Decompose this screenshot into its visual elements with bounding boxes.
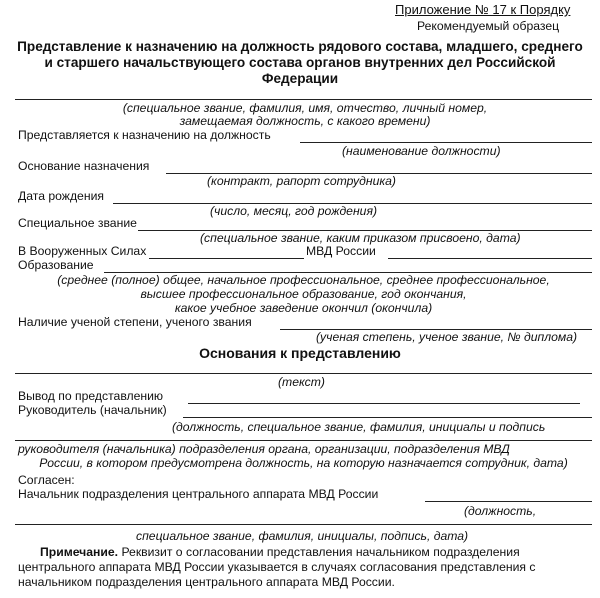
central-head-hint-line2: специальное звание, фамилия, инициалы, подпись, дата) xyxy=(136,529,469,543)
education-label: Образование xyxy=(18,258,94,272)
rank-hint: (специальное звание, каким приказом присвоено, дата) xyxy=(200,231,521,245)
grounds-heading: Основания к представлению xyxy=(199,345,401,361)
education-hint-line3: какое учебное заведение окончил (окончила) xyxy=(174,301,433,315)
head-hint-line3: России, в котором предусмотрена должность, на которую назначается сотрудник, дата) xyxy=(39,456,568,470)
position-hint: (наименование должности) xyxy=(342,144,501,158)
central-head-fill-line[interactable] xyxy=(425,501,592,502)
position-label: Представляется к назначению на должность xyxy=(18,128,271,142)
education-hint-line2: высшее профессиональное образование, год окончания, xyxy=(140,287,467,301)
head-fill-line[interactable] xyxy=(183,417,592,418)
conclusion-fill-line[interactable] xyxy=(188,403,580,404)
army-service-fill-line[interactable] xyxy=(149,258,304,259)
document-title: Представление к назначению на должность рядового состава, младшего, среднего и старшего начальствующего состава органов внутренних дел Российской Федерации xyxy=(17,39,583,86)
person-hint-line1: (специальное звание, фамилия, имя, отчество, личный номер, xyxy=(122,101,488,115)
grounds-text-fill-line[interactable] xyxy=(15,373,592,374)
conclusion-label: Вывод по представлению xyxy=(18,389,164,403)
head-label: Руководитель (начальник) xyxy=(18,403,167,417)
degree-hint: (ученая степень, ученое звание, № диплома) xyxy=(316,330,578,344)
central-head-label: Начальник подразделения центрального аппарата МВД России xyxy=(18,487,379,501)
mvd-service-fill-line[interactable] xyxy=(388,258,592,259)
head-hint: (должность, специальное звание, фамилия, инициалы и подпись xyxy=(172,420,546,434)
appendix-reference: Приложение № 17 к Порядку xyxy=(395,2,571,17)
person-hint-line2: замещаемая должность, с какого времени) xyxy=(179,114,431,128)
note-paragraph xyxy=(18,545,592,590)
army-service-label: В Вооруженных Силах xyxy=(18,244,147,258)
rank-label: Специальное звание xyxy=(18,216,137,230)
central-second-fill-line[interactable] xyxy=(15,524,592,525)
grounds-text-hint: (текст) xyxy=(278,375,325,389)
head-hint-line2: руководителя (начальника) подразделения органа, организации, подразделения МВД xyxy=(18,442,510,456)
education-hint-line1: (среднее (полное) общее, начальное профессиональное, среднее профессиональное, xyxy=(57,273,550,287)
sample-caption: Рекомендуемый образец xyxy=(417,19,560,33)
position-fill-line[interactable] xyxy=(300,142,592,143)
note-text: Реквизит о согласовании представления начальником подразделения центрального аппарата МВД России указывается в случаях согласования представления с начальником подразделения центрального аппарата МВД России. xyxy=(18,545,536,589)
degree-label: Наличие ученой степени, ученого звания xyxy=(18,315,252,329)
person-fill-line[interactable] xyxy=(15,99,592,100)
central-head-hint: (должность, xyxy=(464,504,537,518)
birth-date-hint: (число, месяц, год рождения) xyxy=(210,204,378,218)
note-label: Примечание. xyxy=(40,545,119,559)
basis-hint: (контракт, рапорт сотрудника) xyxy=(207,174,396,188)
agreed-label: Согласен: xyxy=(18,473,75,487)
birth-date-label: Дата рождения xyxy=(18,189,104,203)
basis-label: Основание назначения xyxy=(18,159,150,173)
mvd-service-label: МВД России xyxy=(306,244,376,258)
head-second-fill-line[interactable] xyxy=(15,440,592,441)
